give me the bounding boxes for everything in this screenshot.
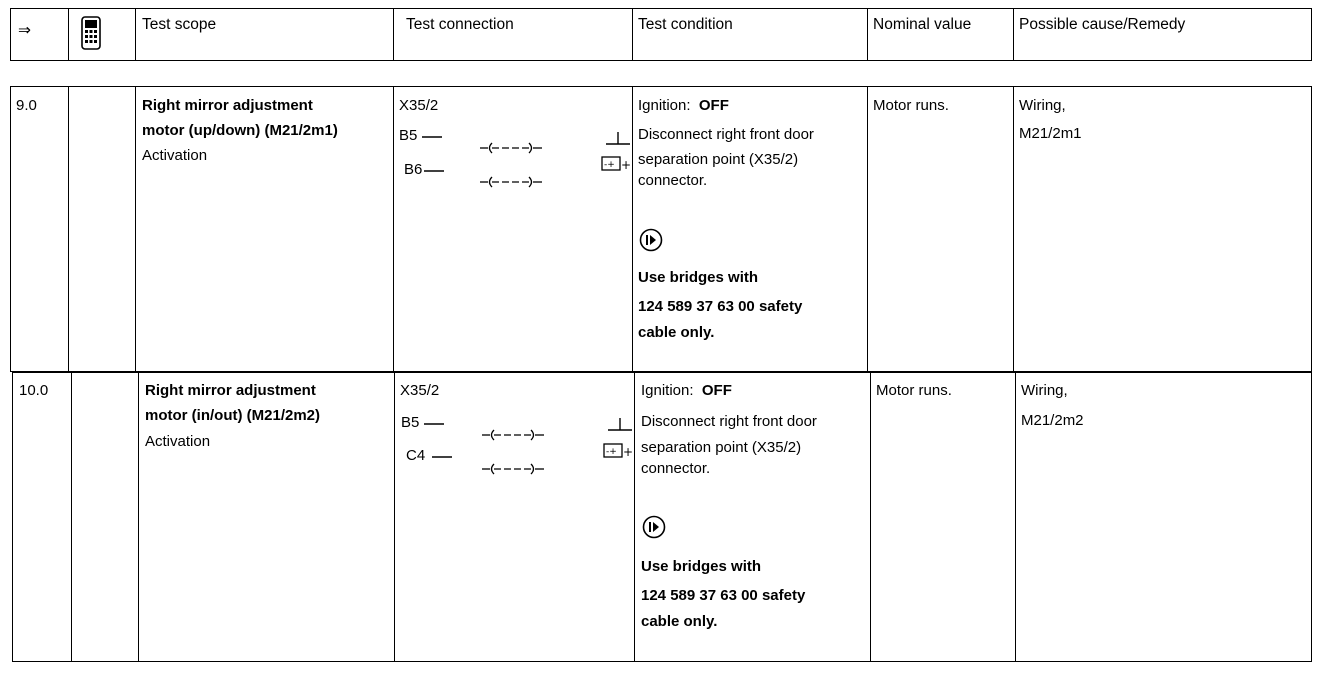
pin-label: B5 xyxy=(399,127,418,144)
note-icon xyxy=(639,228,663,252)
header-divider xyxy=(867,8,868,61)
header-test-connection: Test connection xyxy=(406,16,514,33)
condition-text: Disconnect right front door xyxy=(638,126,814,143)
svg-text:+: + xyxy=(623,445,634,459)
ground-icon xyxy=(608,418,632,430)
row-divider xyxy=(393,86,394,372)
tester-device-icon xyxy=(80,16,102,54)
note-text: cable only. xyxy=(641,613,718,630)
connection-diagram xyxy=(396,120,632,210)
note-text: Use bridges with xyxy=(638,269,759,286)
row-divider xyxy=(870,372,871,662)
scope-title: Right mirror adjustment xyxy=(142,97,313,114)
row-divider xyxy=(1013,86,1014,372)
note-text: Use bridges with xyxy=(641,558,762,575)
connector-label: X35/2 xyxy=(399,97,439,114)
svg-text:-+: -+ xyxy=(606,447,617,457)
ignition-value: OFF xyxy=(701,382,732,399)
scope-title: motor (in/out) (M21/2m2) xyxy=(145,407,320,424)
battery-plus-icon xyxy=(604,444,633,459)
pin-label: C4 xyxy=(406,447,426,464)
row-divider xyxy=(394,372,395,662)
cause-text: Wiring, xyxy=(1021,382,1068,399)
bridge-cable-icon xyxy=(482,464,544,474)
header-possible-cause: Possible cause/Remedy xyxy=(1019,16,1186,33)
battery-plus-icon xyxy=(602,157,631,172)
note-text: cable only. xyxy=(638,324,715,341)
condition-text: connector. xyxy=(638,172,708,189)
note-text: 124 589 37 63 00 safety xyxy=(641,587,806,604)
header-nominal-value: Nominal value xyxy=(873,16,972,33)
step-number: 9.0 xyxy=(16,97,37,114)
row-divider xyxy=(71,372,72,662)
pin-label: B6 xyxy=(404,161,423,178)
header-test-condition: Test condition xyxy=(638,16,733,33)
nominal-value: Motor runs. xyxy=(873,97,949,114)
header-divider xyxy=(1013,8,1014,61)
scope-title: motor (up/down) (M21/2m1) xyxy=(142,122,338,139)
cause-text: M21/2m1 xyxy=(1019,125,1082,142)
nominal-value: Motor runs. xyxy=(876,382,952,399)
row-divider xyxy=(634,372,635,662)
note-icon xyxy=(642,515,666,539)
row-divider xyxy=(68,86,69,372)
header-test-scope: Test scope xyxy=(142,16,217,33)
connection-diagram xyxy=(398,406,634,496)
ignition-label: Ignition: OFF xyxy=(641,382,732,399)
cause-text: Wiring, xyxy=(1019,97,1066,114)
scope-title: Right mirror adjustment xyxy=(145,382,316,399)
step-number: 10.0 xyxy=(19,382,49,399)
header-divider xyxy=(68,8,69,61)
note-text: 124 589 37 63 00 safety xyxy=(638,298,803,315)
header-divider xyxy=(632,8,633,61)
row-divider xyxy=(1015,372,1016,662)
bridge-cable-icon xyxy=(480,177,542,187)
header-arrow: ⇒ xyxy=(18,22,31,39)
bridge-cable-icon xyxy=(480,143,542,153)
scope-activation: Activation xyxy=(142,147,208,164)
ignition-value: OFF xyxy=(698,97,729,114)
connector-label: X35/2 xyxy=(400,382,440,399)
condition-text: connector. xyxy=(641,460,711,477)
svg-text:-+: -+ xyxy=(604,160,615,170)
scope-activation: Activation xyxy=(145,433,211,450)
row-divider xyxy=(867,86,868,372)
row-divider xyxy=(135,86,136,372)
row-divider xyxy=(632,86,633,372)
header-divider xyxy=(135,8,136,61)
cause-text: M21/2m2 xyxy=(1021,412,1084,429)
svg-text:+: + xyxy=(621,158,632,172)
pin-label: B5 xyxy=(401,414,420,431)
bridge-cable-icon xyxy=(482,430,544,440)
header-divider xyxy=(393,8,394,61)
condition-text: separation point (X35/2) xyxy=(638,151,799,168)
ignition-label: Ignition: OFF xyxy=(638,97,729,114)
condition-text: separation point (X35/2) xyxy=(641,439,802,456)
condition-text: Disconnect right front door xyxy=(641,413,817,430)
row-divider xyxy=(138,372,139,662)
ground-icon xyxy=(606,132,630,144)
